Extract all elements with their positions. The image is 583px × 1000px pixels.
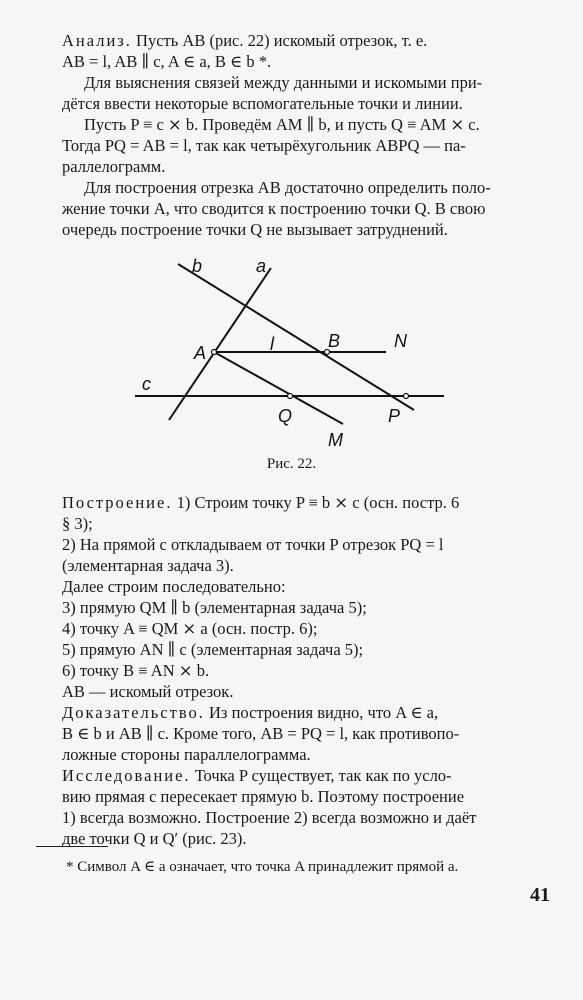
construction-line: 6) точку B ≡ AN ⨯ b. xyxy=(62,661,210,680)
construction-label: Построение. xyxy=(62,493,173,512)
label-P: P xyxy=(388,406,401,426)
line-b xyxy=(178,264,414,410)
analysis-line: дётся ввести некоторые вспомогательные точки и линии. xyxy=(62,94,463,113)
footnote-divider xyxy=(36,846,108,847)
analysis-line: AB = l, AB ∥ c, A ∈ a, B ∈ b *. xyxy=(62,52,272,71)
construction-line: 1) Строим точку P ≡ b ⨯ c (осн. постр. 6 xyxy=(176,493,460,512)
analysis-line: раллелограмм. xyxy=(62,157,166,176)
construction-line: 3) прямую QM ∥ b (элементарная задача 5); xyxy=(62,598,367,617)
research-line: вию прямая c пересекает прямую b. Поэтому построение xyxy=(62,787,465,806)
research-line: две точки Q и Q′ (рис. 23). xyxy=(62,829,247,848)
footnote: * Символ A ∈ a означает, что точка A принадлежит прямой a. xyxy=(66,859,459,875)
analysis-line: жение точки A, что сводится к построению точки Q. В свою xyxy=(62,199,486,218)
analysis-section xyxy=(62,30,552,240)
construction-line: AB — искомый отрезок. xyxy=(62,682,234,701)
point-P xyxy=(404,394,409,399)
label-N: N xyxy=(394,331,407,351)
construction-line: 4) точку A ≡ QM ⨯ a (осн. постр. 6); xyxy=(62,619,318,638)
construction-line: 2) На прямой c откладываем от точки P отрезок PQ = l xyxy=(62,535,444,554)
point-A xyxy=(212,350,217,355)
page-number: 41 xyxy=(530,884,550,906)
analysis-label: Анализ. xyxy=(62,31,132,50)
geometry-figure xyxy=(130,250,450,455)
point-Q xyxy=(288,394,293,399)
analysis-line: Пусть P ≡ c ⨯ b. Проведём AM ∥ b, и пусть Q ≡ AM ⨯ c. xyxy=(84,115,480,134)
construction-line: (элементарная задача 3). xyxy=(62,556,234,575)
analysis-line: Тогда PQ = AB = l, так как четырёхугольник ABPQ — па- xyxy=(62,136,466,155)
research-line: Точка P существует, так как по усло- xyxy=(194,766,452,785)
label-a: a xyxy=(256,256,267,276)
label-A: A xyxy=(194,343,207,363)
proof-line: B ∈ b и AB ∥ c. Кроме того, AB = PQ = l, как противопо- xyxy=(62,724,460,743)
research-label: Исследование. xyxy=(62,766,191,785)
label-b: b xyxy=(192,256,203,276)
construction-section xyxy=(62,492,552,849)
label-B: B xyxy=(328,331,341,351)
figure-caption: Рис. 22. xyxy=(266,456,317,472)
label-c: c xyxy=(142,374,151,394)
proof-line: ложные стороны параллелограмма. xyxy=(62,745,311,764)
construction-line: § 3); xyxy=(62,514,93,533)
proof-label: Доказательство. xyxy=(62,703,205,722)
analysis-line: Для выяснения связей между данными и искомыми при- xyxy=(84,73,483,92)
construction-line: 5) прямую AN ∥ c (элементарная задача 5); xyxy=(62,640,364,659)
construction-line: Далее строим последовательно: xyxy=(62,577,286,596)
analysis-line: Пусть AB (рис. 22) искомый отрезок, т. е. xyxy=(136,31,428,50)
proof-line: Из построения видно, что A ∈ a, xyxy=(209,703,439,722)
analysis-line: Для построения отрезка AB достаточно определить поло- xyxy=(84,178,491,197)
label-Q: Q xyxy=(278,406,293,426)
label-M: M xyxy=(328,430,343,450)
research-line: 1) всегда возможно. Построение 2) всегда возможно и даёт xyxy=(62,808,477,827)
analysis-line: очередь построение точки Q не вызывает затруднений. xyxy=(62,220,448,239)
label-l: l xyxy=(270,334,274,354)
